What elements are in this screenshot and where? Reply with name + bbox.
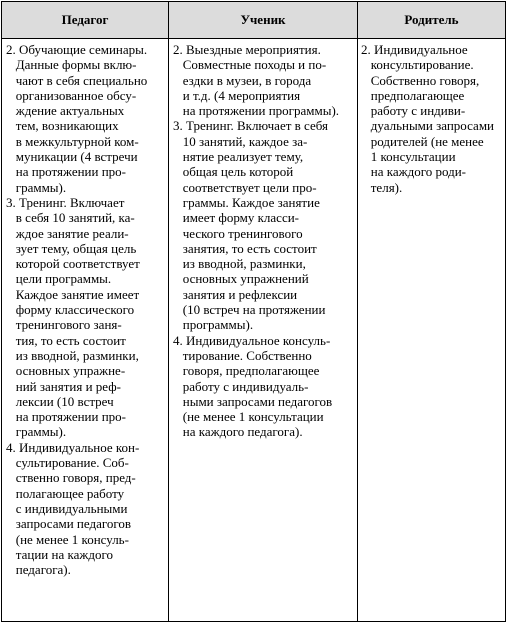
text-line: цели программы.: [6, 271, 112, 287]
text-line: (10 встреч на протяжении: [173, 302, 326, 318]
text-line: форму классического: [6, 302, 135, 318]
text-line: занятия и рефлексии: [173, 286, 298, 302]
text-line: ными запросами педагогов: [173, 393, 333, 409]
header-student: Ученик: [240, 12, 286, 27]
text-line: соответствует цели про-: [173, 179, 317, 195]
text-line: педагога).: [6, 562, 71, 578]
text-line: (не менее 1 консуль-: [6, 531, 129, 547]
text-line: на протяжении про-: [6, 164, 126, 180]
text-line: ний занятия и реф-: [6, 378, 121, 394]
text-line: тем, возникающих: [6, 118, 119, 134]
column-divider: [357, 2, 358, 621]
text-line: Каждое занятие имеет: [6, 286, 140, 302]
text-line: 1 консультации: [361, 149, 456, 165]
text-line: работу с индивидуаль-: [173, 378, 309, 394]
text-line: 4. Индивидуальное кон-: [6, 439, 140, 455]
comparison-table: [1, 1, 506, 622]
text-line: (не менее 1 консультации: [173, 409, 324, 425]
teacher-item-training: [6, 195, 166, 440]
text-line: 2. Выездные мероприятия.: [173, 42, 321, 57]
text-line: 4. Индивидуальное консуль-: [173, 332, 331, 348]
student-column: [173, 42, 355, 440]
text-line: тации на каждого: [6, 546, 113, 562]
text-line: ственно говоря, пред-: [6, 470, 136, 486]
header-parent: Родитель: [404, 12, 459, 27]
text-line: Собственно говоря,: [361, 72, 480, 88]
text-line: на каждого роди-: [361, 164, 466, 180]
student-item-consulting: [173, 333, 355, 440]
text-line: в межкультурной ком-: [6, 133, 139, 149]
text-line: родителей (не менее: [361, 133, 484, 149]
text-line: на протяжении программы).: [173, 103, 340, 119]
text-line: полагающее работу: [6, 485, 125, 501]
text-line: общая цель которой: [173, 164, 294, 180]
text-line: Совместные походы и по-: [173, 57, 327, 73]
text-line: сультирование. Соб-: [6, 455, 129, 471]
text-line: лексии (10 встреч: [6, 393, 114, 409]
teacher-item-consulting: [6, 440, 166, 578]
text-line: на протяжении про-: [6, 409, 126, 425]
text-line: 10 занятий, каждое за-: [173, 133, 308, 149]
text-line: ездки в музеи, в города: [173, 72, 312, 88]
text-line: 2. Обучающие семинары.: [6, 42, 148, 57]
text-line: граммы).: [6, 179, 67, 195]
teacher-column: [6, 42, 166, 577]
text-line: теля).: [361, 179, 403, 195]
text-line: из вводной, разминки,: [6, 347, 139, 363]
text-line: и т.д. (4 мероприятия: [173, 87, 301, 103]
table-header: [2, 2, 505, 39]
text-line: зует тему, общая цель: [6, 240, 137, 256]
text-line: на каждого педагога).: [173, 424, 303, 440]
text-line: граммы. Каждое занятие: [173, 194, 320, 210]
text-line: ждение актуальных: [6, 103, 125, 119]
text-line: тренингового заня-: [6, 317, 122, 333]
text-line: тия, то есть состоит: [6, 332, 126, 348]
text-line: запросами педагогов: [6, 516, 131, 532]
parent-column: [361, 42, 503, 195]
text-line: организованное обсу-: [6, 87, 137, 103]
text-line: занятия, то есть состоит: [173, 240, 317, 256]
text-line: дуальными запросами: [361, 118, 495, 134]
header-teacher: Педагог: [61, 12, 109, 27]
text-line: ческого тренингового: [173, 225, 303, 241]
text-line: граммы).: [6, 424, 67, 440]
text-line: 2. Индивидуальное: [361, 42, 468, 57]
text-line: консультирование.: [361, 57, 474, 73]
text-line: имеет форму класси-: [173, 210, 300, 226]
parent-item-consulting: [361, 42, 503, 195]
text-line: работу с индиви-: [361, 103, 466, 119]
text-line: чают в себя специально: [6, 72, 148, 88]
text-line: основных упражне-: [6, 363, 126, 379]
student-item-training: [173, 118, 355, 332]
text-line: муникации (4 встречи: [6, 149, 138, 165]
text-line: Данные формы вклю-: [6, 57, 137, 73]
student-item-trips: [173, 42, 355, 118]
text-line: 3. Тренинг. Включает: [6, 194, 125, 210]
text-line: ждое занятие реали-: [6, 225, 129, 241]
text-line: тирование. Собственно: [173, 347, 312, 363]
text-line: из вводной, разминки,: [173, 256, 306, 272]
teacher-item-seminars: [6, 42, 166, 195]
text-line: 3. Тренинг. Включает в себя: [173, 118, 329, 134]
text-line: основных упражнений: [173, 271, 309, 287]
text-line: с индивидуальными: [6, 500, 128, 516]
text-line: которой соответствует: [6, 256, 140, 272]
text-line: программы).: [173, 317, 254, 333]
text-line: предполагающее: [361, 87, 465, 103]
text-line: говоря, предполагающее: [173, 363, 320, 379]
text-line: нятие реализует тему,: [173, 149, 304, 165]
column-divider: [168, 2, 169, 621]
text-line: в себя 10 занятий, ка-: [6, 210, 135, 226]
